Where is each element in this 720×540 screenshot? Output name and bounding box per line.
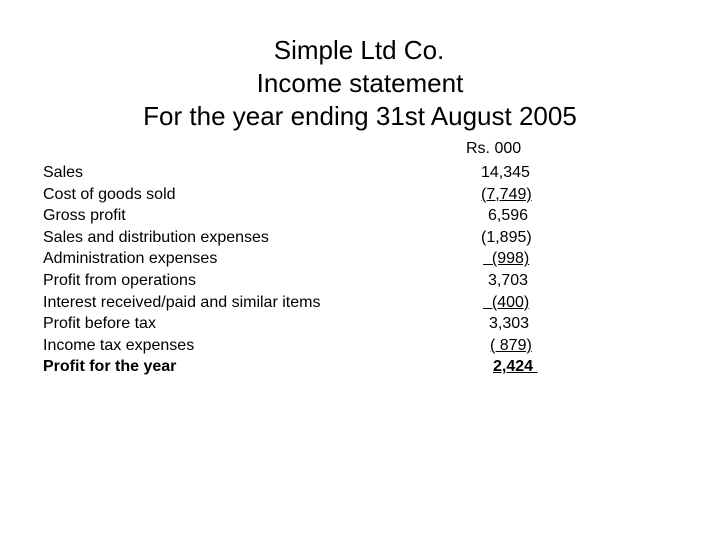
line-item-values <box>440 162 570 378</box>
label-gross-profit: Gross profit <box>43 207 126 225</box>
value-sales-distribution-expenses: (1,895) <box>481 228 532 246</box>
statement-period: For the year ending 31st August 2005 <box>143 101 577 131</box>
value-gross-profit: 6,596 <box>488 207 529 225</box>
value-income-tax-expenses: ( 879) <box>490 336 532 354</box>
value-cost-of-goods-sold: (7,749) <box>481 185 532 203</box>
value-profit-for-the-year: 2,424 <box>493 358 538 376</box>
company-name: Simple Ltd Co. <box>273 35 445 65</box>
value-interest: (400) <box>483 293 530 311</box>
value-profit-from-operations: 3,703 <box>488 271 529 289</box>
label-profit-for-the-year: Profit for the year <box>43 358 177 376</box>
value-sales: 14,345 <box>481 164 530 181</box>
statement-title <box>0 34 720 133</box>
statement-name: Income statement <box>256 68 464 98</box>
label-profit-before-tax: Profit before tax <box>43 315 156 333</box>
line-item-labels <box>43 162 320 378</box>
label-profit-from-operations: Profit from operations <box>43 271 196 289</box>
label-sales: Sales <box>43 164 84 181</box>
value-administration-expenses: (998) <box>483 250 530 268</box>
currency-unit-header: Rs. 000 <box>466 140 522 157</box>
label-income-tax-expenses: Income tax expenses <box>43 336 195 354</box>
label-sales-distribution-expenses: Sales and distribution expenses <box>43 228 269 246</box>
label-interest: Interest received/paid and similar items <box>43 293 321 311</box>
value-profit-before-tax: 3,303 <box>489 315 530 333</box>
label-cost-of-goods-sold: Cost of goods sold <box>43 185 176 203</box>
label-administration-expenses: Administration expenses <box>43 250 218 268</box>
